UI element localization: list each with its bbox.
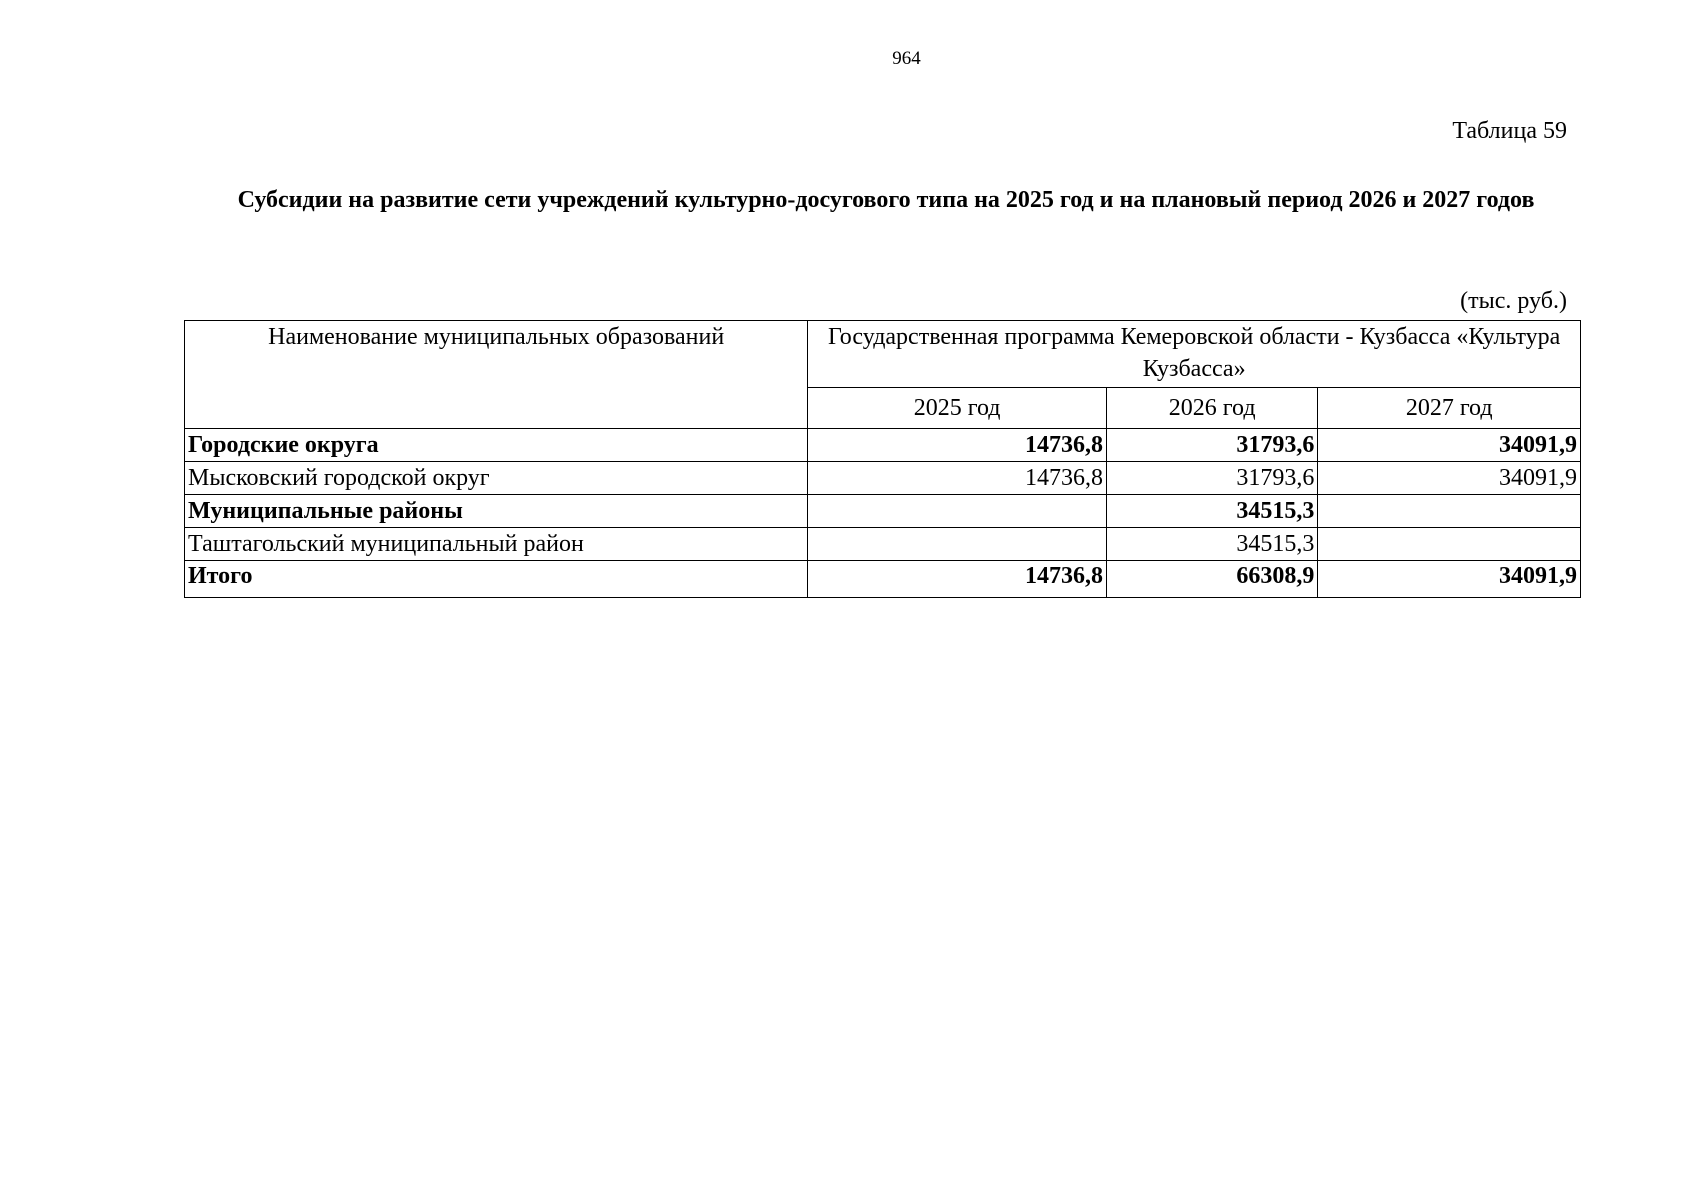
row-name: Муниципальные районы <box>185 495 808 528</box>
units-label: (тыс. руб.) <box>1460 288 1567 314</box>
value-2025 <box>808 495 1107 528</box>
value-2026: 31793,6 <box>1106 429 1317 462</box>
table-row <box>185 462 1581 495</box>
table-label: Таблица 59 <box>1452 118 1567 144</box>
table-row <box>185 429 1581 462</box>
value-2027 <box>1318 528 1581 561</box>
value-2025: 14736,8 <box>808 462 1107 495</box>
header-year-2026: 2026 год <box>1106 388 1317 429</box>
value-2026: 31793,6 <box>1106 462 1317 495</box>
value-2026: 66308,9 <box>1106 561 1317 598</box>
table-row <box>185 528 1581 561</box>
table-row <box>185 495 1581 528</box>
value-2025 <box>808 528 1107 561</box>
value-2026: 34515,3 <box>1106 528 1317 561</box>
row-name: Итого <box>185 561 808 598</box>
row-name: Городские округа <box>185 429 808 462</box>
value-2025: 14736,8 <box>808 429 1107 462</box>
header-year-2025: 2025 год <box>808 388 1107 429</box>
value-2027: 34091,9 <box>1318 561 1581 598</box>
header-year-2027: 2027 год <box>1318 388 1581 429</box>
value-2026: 34515,3 <box>1106 495 1317 528</box>
value-2025: 14736,8 <box>808 561 1107 598</box>
value-2027: 34091,9 <box>1318 462 1581 495</box>
value-2027: 34091,9 <box>1318 429 1581 462</box>
row-name: Мысковский городской округ <box>185 462 808 495</box>
subsidies-table <box>184 320 1581 598</box>
document-title: Субсидии на развитие сети учреждений культурно-досугового типа на 2025 год и на плановый период 2026 и 2027 годов <box>237 187 1535 213</box>
page-number: 964 <box>892 48 921 69</box>
table-row-total <box>185 561 1581 598</box>
header-municipality-name: Наименование муниципальных образований <box>185 321 808 429</box>
header-program: Государственная программа Кемеровской области - Кузбасса «Культура Кузбасса» <box>808 321 1581 388</box>
value-2027 <box>1318 495 1581 528</box>
row-name: Таштагольский муниципальный район <box>185 528 808 561</box>
